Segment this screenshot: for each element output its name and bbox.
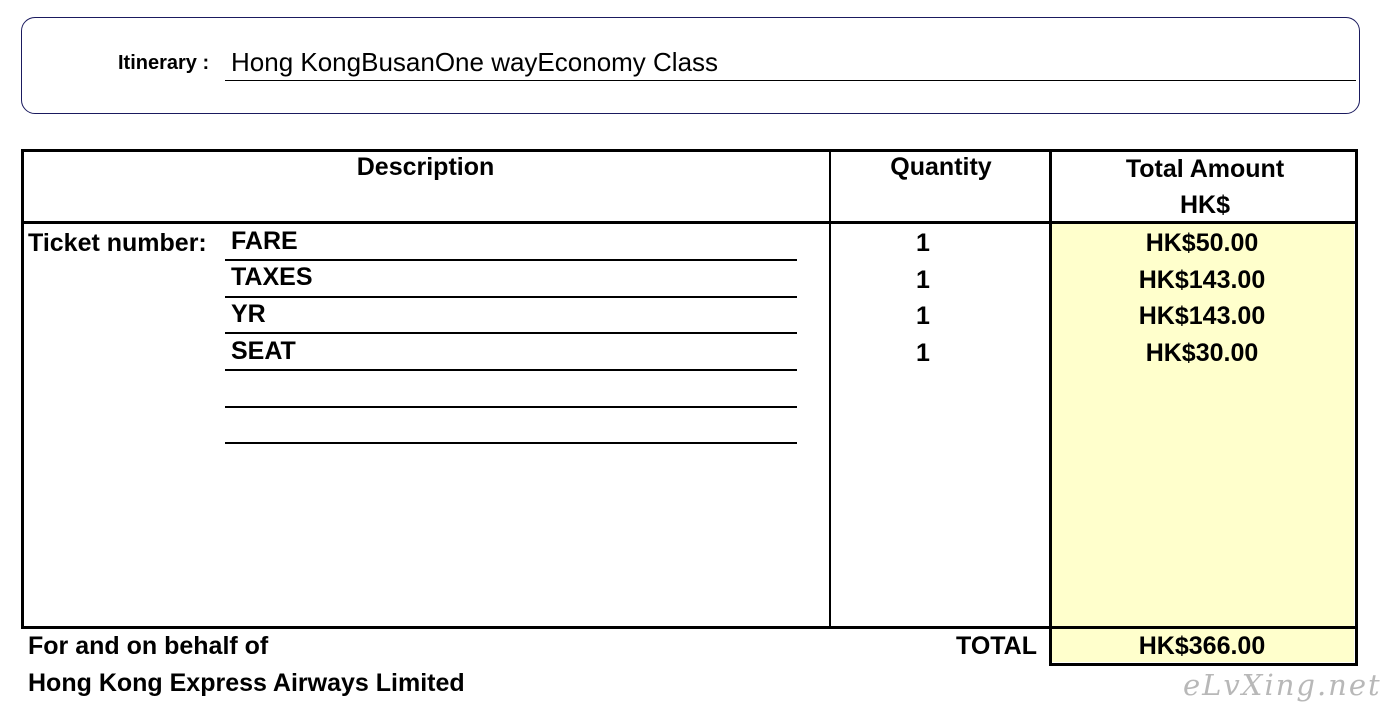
description-header: Description [356, 153, 495, 181]
amount-column-divider [1049, 149, 1052, 666]
itinerary-value: Hong KongBusanOne wayEconomy Class [231, 47, 719, 77]
total-label: TOTAL [956, 632, 1038, 660]
total-bottom-border [1049, 663, 1358, 666]
footer-behalf-line: For and on behalf of [28, 632, 269, 660]
item-underline-empty [225, 442, 797, 444]
total-amount-value: HK$366.00 [1138, 632, 1266, 660]
quantity-value: 1 [916, 302, 930, 330]
item-label: YR [231, 300, 266, 328]
itinerary-underline [225, 80, 1356, 81]
quantity-header: Quantity [890, 153, 992, 181]
amount-value: HK$30.00 [1145, 339, 1259, 367]
total-right-border [1355, 626, 1358, 666]
item-underline-empty [225, 406, 797, 408]
item-underline [225, 369, 797, 371]
total-amount-header: Total Amount [1125, 155, 1285, 183]
item-underline [225, 332, 797, 334]
item-underline [225, 259, 797, 261]
item-label: TAXES [231, 263, 313, 291]
quantity-value: 1 [916, 339, 930, 367]
quantity-value: 1 [916, 229, 930, 257]
currency-header: HK$ [1179, 191, 1230, 219]
quantity-column-divider [829, 149, 831, 629]
quantity-value: 1 [916, 266, 930, 294]
amount-value: HK$50.00 [1145, 229, 1259, 257]
itinerary-label: Itinerary : [118, 52, 210, 74]
item-label: FARE [231, 227, 298, 255]
amount-value: HK$143.00 [1138, 266, 1266, 294]
footer-company-name: Hong Kong Express Airways Limited [28, 669, 465, 697]
header-divider [21, 221, 1358, 224]
amount-value: HK$143.00 [1138, 302, 1266, 330]
watermark: eLvXing.net [1183, 668, 1382, 702]
ticket-number-label: Ticket number: [28, 229, 207, 257]
item-underline [225, 296, 797, 298]
item-label: SEAT [231, 337, 296, 365]
